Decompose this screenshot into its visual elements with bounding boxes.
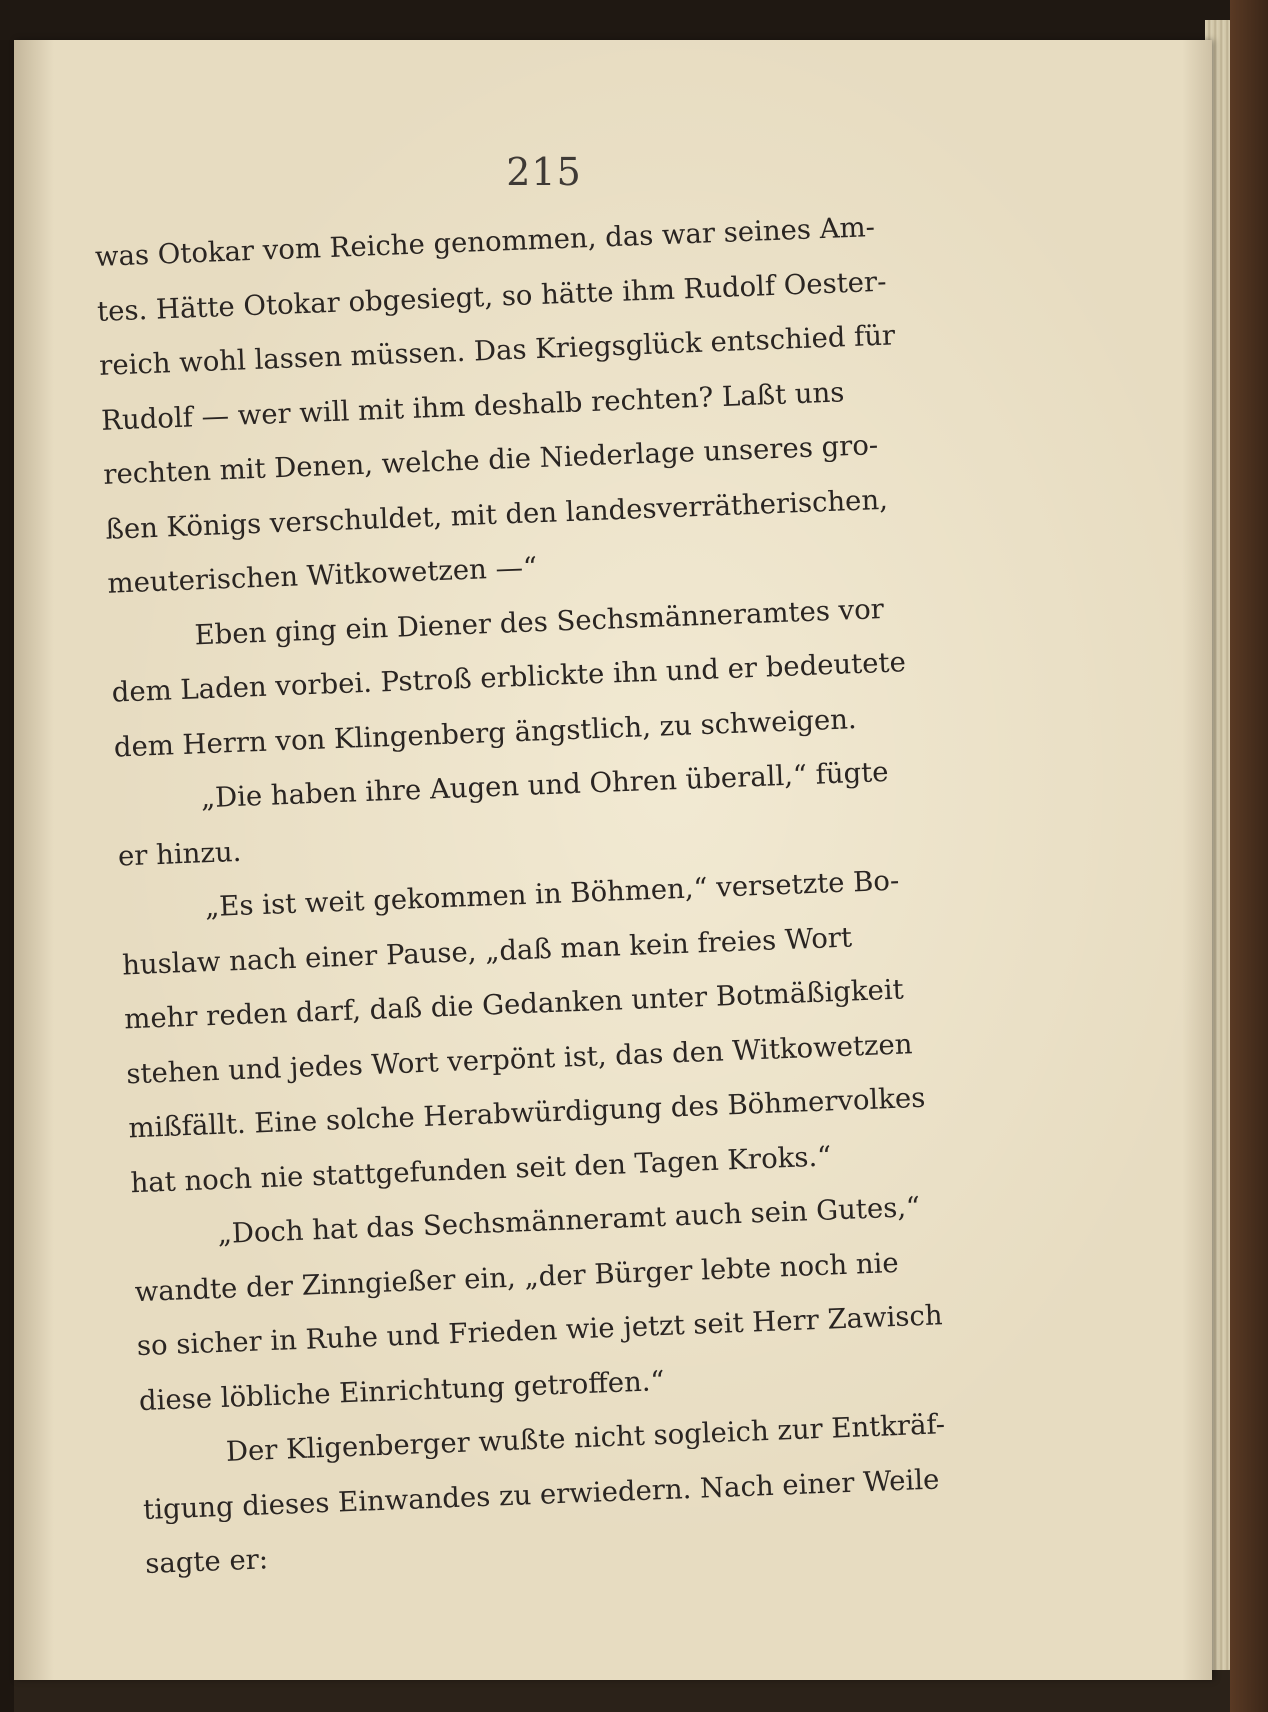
text-line: was Otokar vom Reiche genommen, das war seines Am-: [94, 211, 876, 273]
text-line: wandte der Zinngießer ein, „der Bürger lebte noch nie: [134, 1246, 900, 1308]
text-line: mißfällt. Eine solche Herabwürdigung des Böhmervolkes: [127, 1081, 926, 1145]
text-line: sagte er:: [144, 1543, 269, 1581]
text-line: hat noch nie stattgefunden seit den Tagen Kroks.“: [129, 1139, 832, 1199]
text-line: rechten mit Denen, welche die Niederlage unseres gro-: [102, 429, 879, 491]
text-line: Eben ging ein Diener des Sechsmänneramtes vor: [194, 592, 885, 651]
text-line: Rudolf — wer will mit ihm deshalb rechten? Laßt uns: [100, 375, 845, 437]
text-line: huslaw nach einer Pause, „daß man kein freies Wort: [121, 920, 853, 981]
text-line: ßen Königs verschuldet, mit den landesverrätherischen,: [104, 483, 889, 546]
text-line: so sicher in Ruhe und Frieden wie jetzt seit Herr Zawisch: [136, 1299, 944, 1363]
text-line: er hinzu.: [117, 835, 242, 873]
text-line: „Doch hat das Sechsmänneramt auch sein Gutes,“: [217, 1191, 921, 1250]
text-line: tes. Hätte Otokar obgesiegt, so hätte ihm Rudolf Oester-: [96, 265, 887, 328]
text-line: meuterischen Witkowetzen —“: [106, 551, 538, 600]
text-line: mehr reden darf, daß die Gedanken unter Botmäßigkeit: [123, 973, 905, 1036]
text-line: „Es ist weit gekommen in Böhmen,“ versetzte Bo-: [204, 864, 900, 924]
text-line: diese löbliche Einrichtung getroffen.“: [138, 1364, 666, 1417]
text-line: dem Laden vorbei. Pstroß erblickte ihn und er bedeutete: [111, 646, 907, 709]
book-gutter: [0, 40, 14, 1712]
book-page: [14, 40, 1212, 1680]
text-line: „Die haben ihre Augen und Ohren überall,“ fügte: [200, 755, 890, 815]
book-cover-right-edge: [1230, 0, 1268, 1712]
page-number: 215: [506, 150, 582, 194]
text-line: Der Kligenberger wußte nicht sogleich zur Entkräf-: [225, 1408, 946, 1468]
text-line: tigung dieses Einwandes zu erwiedern. Nach einer Weile: [142, 1462, 940, 1526]
text-line: reich wohl lassen müssen. Das Kriegsglück entschied für: [98, 319, 896, 382]
text-line: stehen und jedes Wort verpönt ist, das den Witkowetzen: [125, 1027, 913, 1090]
body-text: [94, 195, 1056, 1591]
text-line: dem Herrn von Klingenberg ängstlich, zu schweigen.: [113, 702, 858, 764]
